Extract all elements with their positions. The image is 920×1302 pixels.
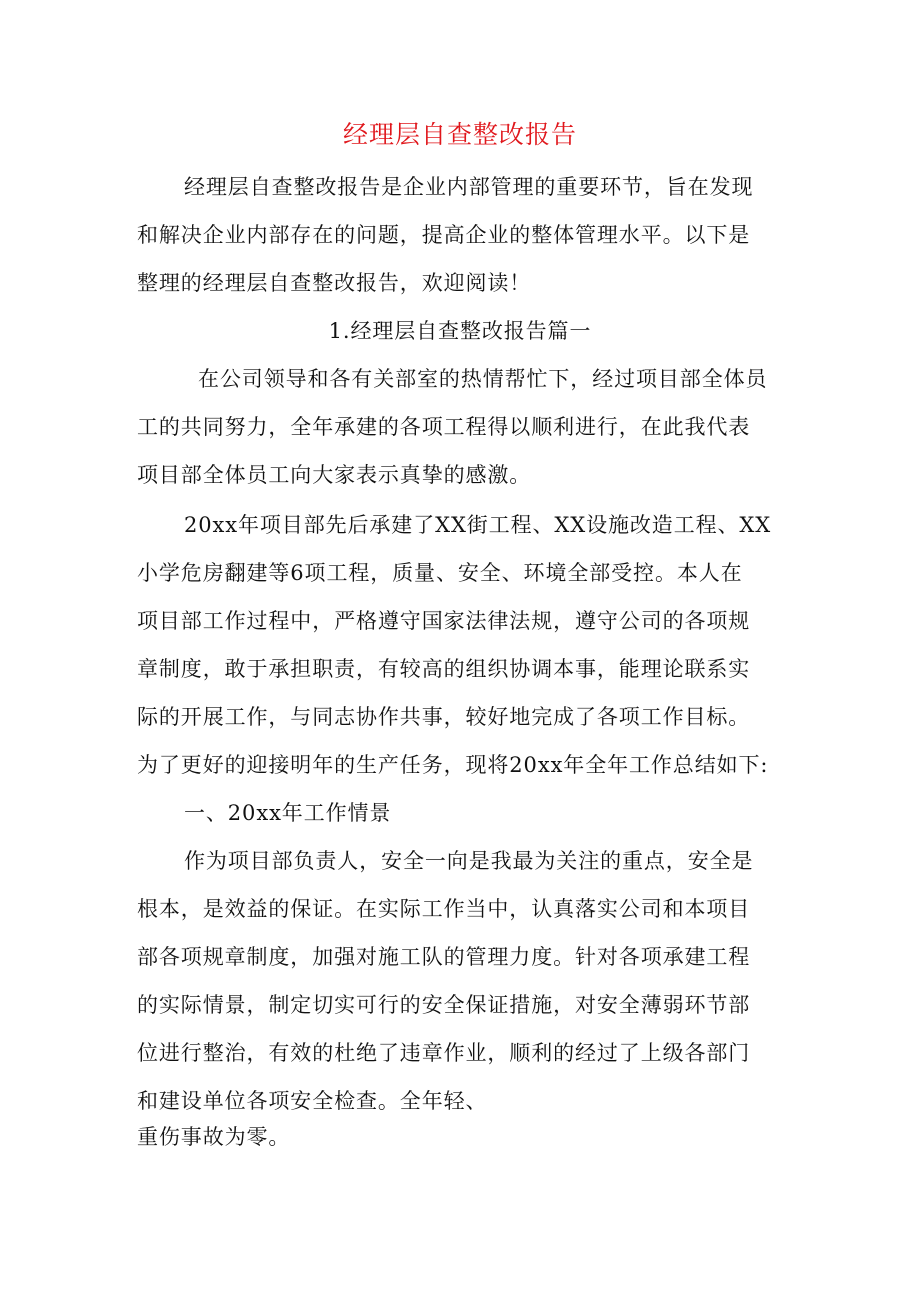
paragraph-line: 部各项规章制度，加强对施工队的管理力度。针对各项承建工程 bbox=[137, 945, 751, 969]
paragraph-line: 重伤事故为零。 bbox=[137, 1125, 291, 1149]
paragraph-line: 整理的经理层自查整改报告，欢迎阅读！ bbox=[137, 271, 532, 295]
paragraph-line: 根本，是效益的保证。在实际工作当中，认真落实公司和本项目 bbox=[137, 897, 751, 921]
paragraph-line: 的实际情景，制定切实可行的安全保证措施，对安全薄弱环节部 bbox=[137, 993, 751, 1017]
subsection-heading: 一、20xx年工作情景 bbox=[184, 801, 392, 825]
paragraph-line: 和解决企业内部存在的问题，提高企业的整体管理水平。以下是 bbox=[137, 223, 751, 247]
document-title: 经理层自查整改报告 bbox=[342, 120, 577, 149]
paragraph-line: 位进行整治，有效的杜绝了违章作业，顺利的经过了上级各部门 bbox=[137, 1041, 751, 1065]
paragraph-line: 际的开展工作，与同志协作共事，较好地完成了各项工作目标。 bbox=[137, 705, 751, 729]
paragraph-line: 项目部工作过程中，严格遵守国家法律法规，遵守公司的各项规 bbox=[137, 609, 751, 633]
paragraph-line: 20xx年项目部先后承建了XX街工程、XX设施改造工程、XX bbox=[184, 513, 772, 537]
section-heading: 1.经理层自查整改报告篇一 bbox=[328, 319, 592, 343]
paragraph-line: 为了更好的迎接明年的生产任务，现将20xx年全年工作总结如下: bbox=[137, 753, 769, 777]
paragraph-line: 项目部全体员工向大家表示真挚的感激。 bbox=[137, 463, 532, 487]
paragraph-line: 在公司领导和各有关部室的热情帮忙下，经过项目部全体员 bbox=[198, 367, 768, 391]
paragraph-line: 工的共同努力，全年承建的各项工程得以顺利进行，在此我代表 bbox=[137, 415, 751, 439]
paragraph-line: 小学危房翻建等6项工程，质量、安全、环境全部受控。本人在 bbox=[137, 561, 743, 585]
paragraph-line: 和建设单位各项安全检查。全年轻、 bbox=[137, 1089, 488, 1113]
paragraph-line: 作为项目部负责人，安全一向是我最为关注的重点，安全是 bbox=[184, 849, 754, 873]
paragraph-line: 经理层自查整改报告是企业内部管理的重要环节，旨在发现 bbox=[184, 175, 754, 199]
paragraph-line: 章制度，敢于承担职责，有较高的组织协调本事，能理论联系实 bbox=[137, 657, 751, 681]
